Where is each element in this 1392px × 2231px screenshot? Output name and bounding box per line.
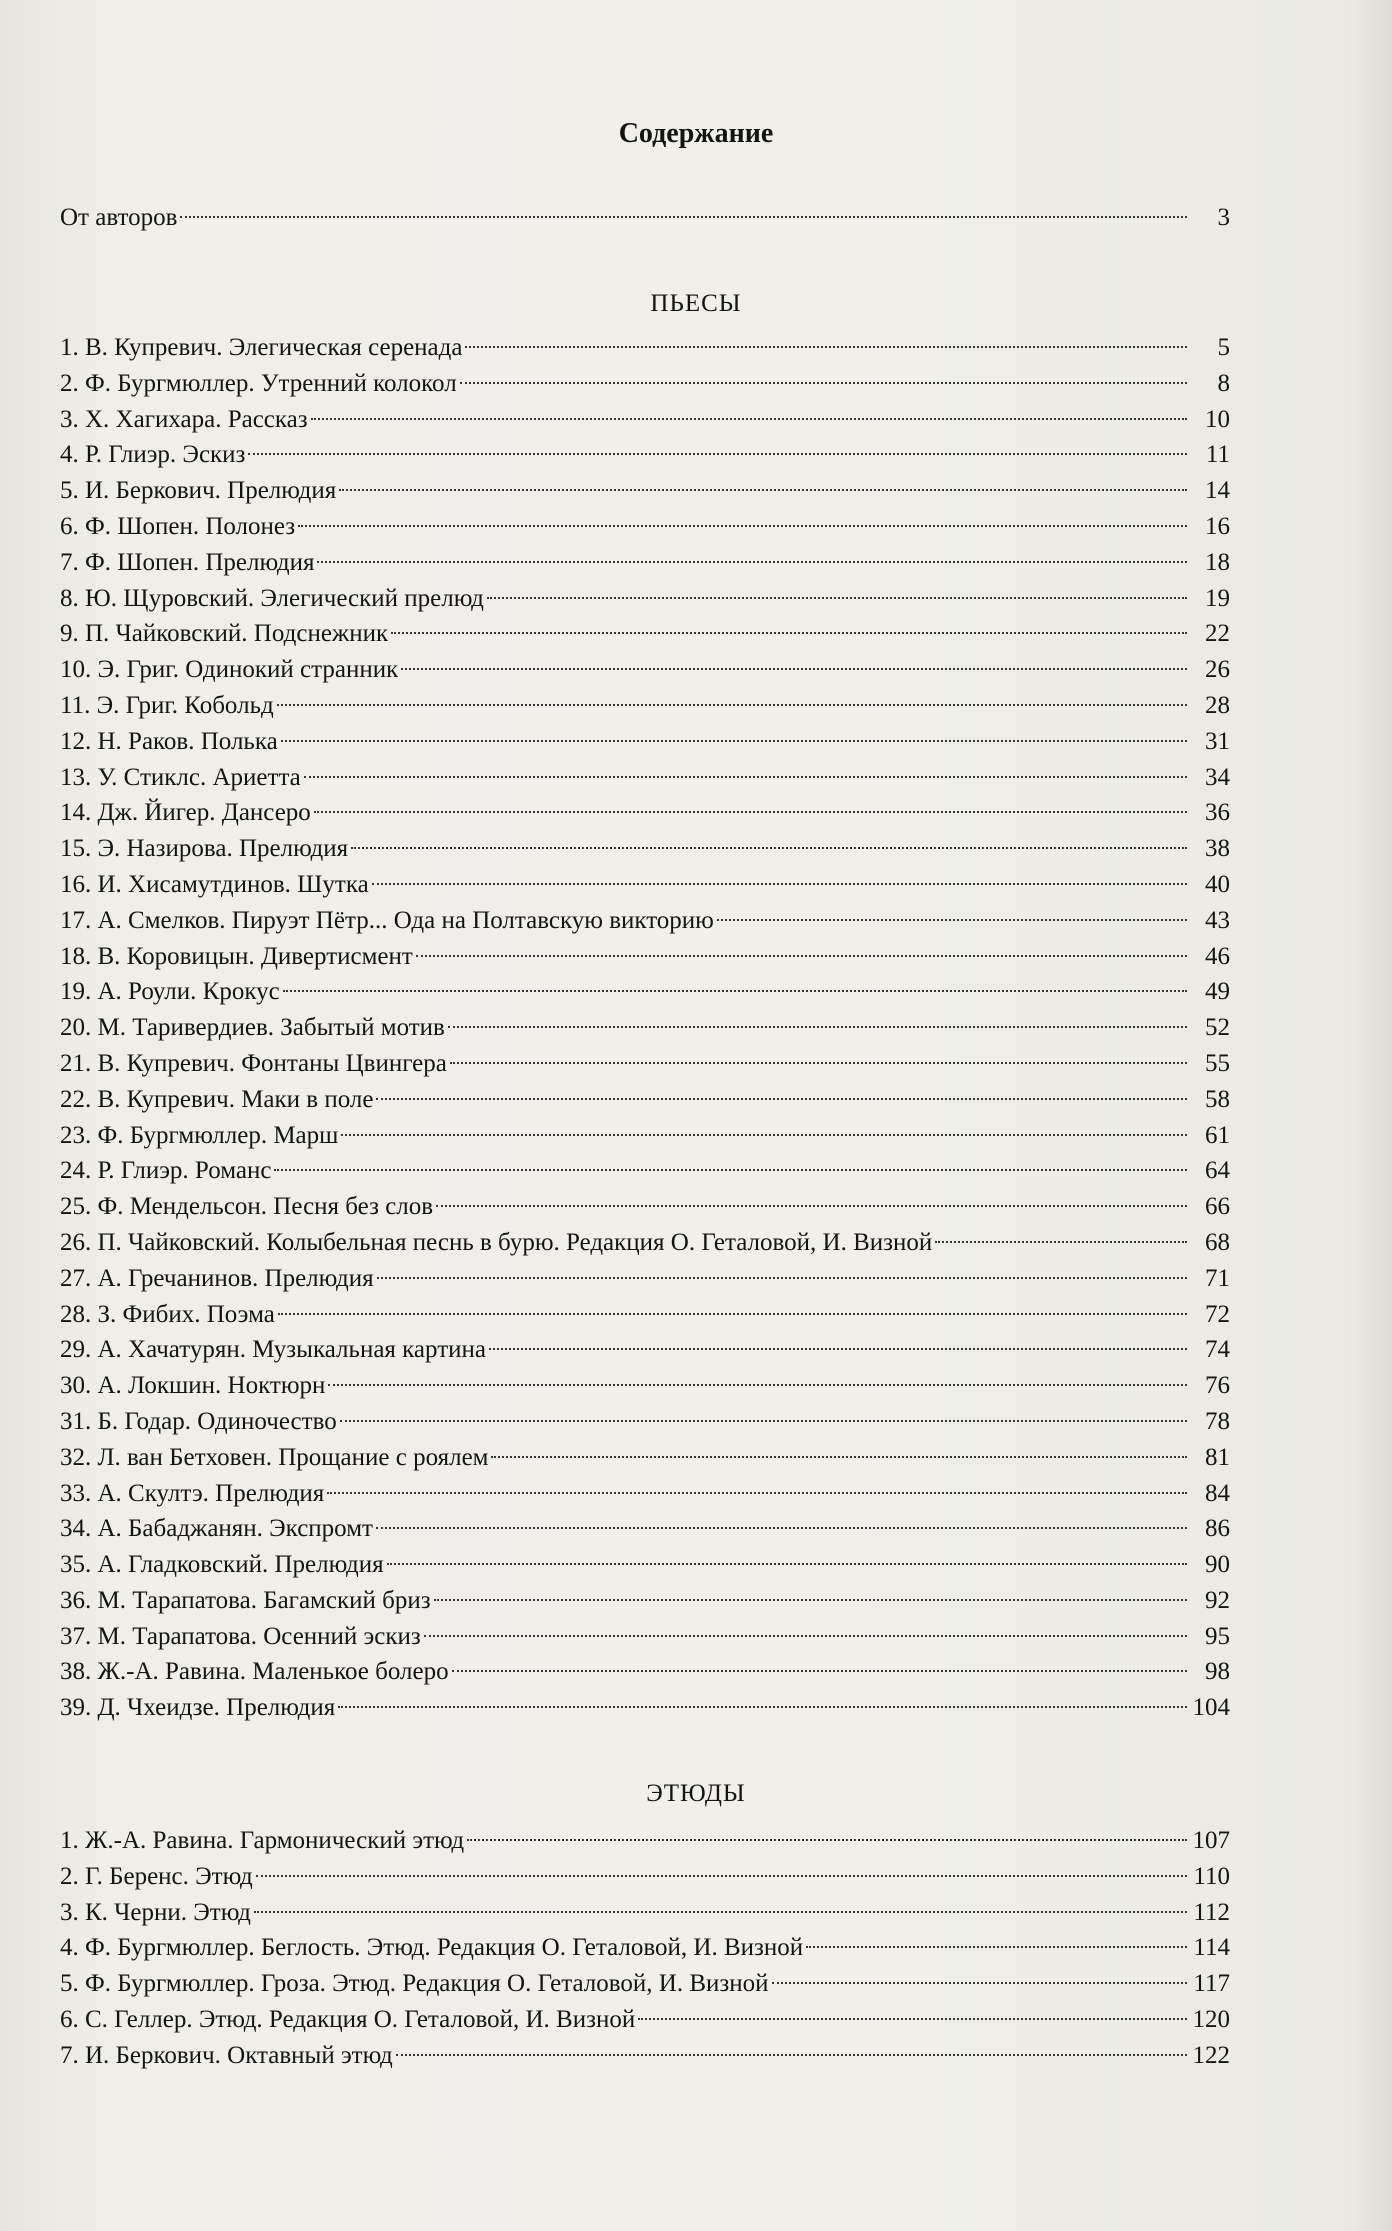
toc-entry-page: 61 <box>1205 1121 1230 1149</box>
toc-entry-title: 32. Л. ван Бетховен. Прощание с роялем <box>60 1443 489 1471</box>
dot-leader <box>772 1982 1187 1984</box>
toc-entry-page: 74 <box>1205 1336 1230 1364</box>
dot-leader <box>638 2018 1187 2020</box>
toc-entry-title: 33. А. Скултэ. Прелюдия <box>60 1479 325 1507</box>
toc-entry-page: 76 <box>1205 1372 1230 1400</box>
toc-entry-title: 21. В. Купревич. Фонтаны Цвингера <box>60 1049 447 1077</box>
toc-entry-page: 28 <box>1205 691 1230 719</box>
toc-list-pieces <box>60 330 1230 1726</box>
toc-entry-page: 52 <box>1205 1014 1230 1042</box>
dot-leader <box>298 525 1187 527</box>
toc-entry-page: 114 <box>1193 1934 1230 1962</box>
page-title: Содержание <box>618 118 774 149</box>
toc-entry-page: 55 <box>1205 1049 1230 1077</box>
toc-row <box>60 1189 1230 1225</box>
toc-entry-title: 22. В. Купревич. Маки в поле <box>60 1085 374 1113</box>
toc-entry-title: 31. Б. Годар. Одиночество <box>60 1407 337 1435</box>
toc-entry-title: 12. Н. Раков. Полька <box>60 727 278 755</box>
dot-leader <box>935 1241 1187 1243</box>
toc-row <box>60 1476 1230 1512</box>
toc-row <box>60 1440 1230 1476</box>
toc-row <box>60 760 1230 796</box>
dot-leader <box>314 811 1187 813</box>
toc-entry-page: 14 <box>1205 477 1230 505</box>
toc-entry-page: 64 <box>1205 1157 1230 1185</box>
toc-row <box>60 1046 1230 1082</box>
toc-entry-page: 49 <box>1205 978 1230 1006</box>
toc-entry-title: 27. А. Гречанинов. Прелюдия <box>60 1264 374 1292</box>
dot-leader <box>341 1134 1187 1136</box>
toc-row <box>60 1261 1230 1297</box>
toc-entry-page: 58 <box>1205 1085 1230 1113</box>
toc-row <box>60 1118 1230 1154</box>
toc-entry-page: 98 <box>1205 1658 1230 1686</box>
toc-entry-title: 16. И. Хисамутдинов. Шутка <box>60 870 369 898</box>
dot-leader <box>387 1563 1187 1565</box>
toc-row <box>60 724 1230 760</box>
dot-leader <box>452 1670 1187 1672</box>
dot-leader <box>465 346 1187 348</box>
toc-row <box>60 616 1230 652</box>
toc-row <box>60 1583 1230 1619</box>
toc-entry-title: 35. А. Гладковский. Прелюдия <box>60 1551 384 1579</box>
dot-leader <box>248 453 1187 455</box>
dot-leader <box>487 597 1187 599</box>
toc-row <box>60 974 1230 1010</box>
toc-entry-page: 10 <box>1205 405 1230 433</box>
toc-entry-page: 16 <box>1205 512 1230 540</box>
toc-entry-page: 46 <box>1205 942 1230 970</box>
toc-row <box>60 1010 1230 1046</box>
toc-entry-page: 31 <box>1205 727 1230 755</box>
toc-entry-title: 4. Ф. Бургмюллер. Беглость. Этюд. Редакция О. Геталовой, И. Визной <box>60 1934 804 1962</box>
toc-row <box>60 473 1230 509</box>
toc-row <box>60 1297 1230 1333</box>
toc-row <box>60 652 1230 688</box>
toc-row <box>60 1404 1230 1440</box>
toc-entry-page: 3 <box>1217 204 1230 231</box>
toc-entry-title: 34. А. Бабаджанян. Экспромт <box>60 1515 373 1543</box>
page-gutter-shadow <box>1352 0 1392 2231</box>
dot-leader <box>377 1277 1187 1279</box>
toc-entry-title: 28. З. Фибих. Поэма <box>60 1300 275 1328</box>
dot-leader <box>277 704 1187 706</box>
dot-leader <box>281 740 1187 742</box>
toc-entry-title: 24. Р. Глиэр. Романс <box>60 1157 272 1185</box>
toc-row <box>60 545 1230 581</box>
toc-row <box>60 1153 1230 1189</box>
toc-entry-page: 86 <box>1205 1515 1230 1543</box>
toc-entry-title: От авторов <box>60 204 178 231</box>
dot-leader <box>424 1635 1187 1637</box>
preface-entry <box>60 200 1230 236</box>
toc-entry-title: 5. Ф. Бургмюллер. Гроза. Этюд. Редакция О. Геталовой, И. Визной <box>60 1970 769 1998</box>
toc-entry-page: 40 <box>1205 870 1230 898</box>
toc-entry-title: 5. И. Беркович. Прелюдия <box>60 477 337 505</box>
dot-leader <box>274 1169 1187 1171</box>
dot-leader <box>806 1946 1187 1948</box>
dot-leader <box>338 1706 1187 1708</box>
toc-entry-title: 20. М. Таривердиев. Забытый мотив <box>60 1014 445 1042</box>
dot-leader <box>434 1599 1187 1601</box>
toc-entry-title: 13. У. Стиклс. Ариетта <box>60 763 301 791</box>
toc-row <box>60 366 1230 402</box>
toc-entry-page: 95 <box>1205 1622 1230 1650</box>
toc-entry-title: 30. А. Локшин. Ноктюрн <box>60 1372 326 1400</box>
toc-entry-page: 5 <box>1217 334 1230 361</box>
section-heading-pieces: ПЬЕСЫ <box>650 290 742 317</box>
toc-row <box>60 1082 1230 1118</box>
toc-entry-page: 66 <box>1205 1193 1230 1221</box>
toc-row <box>60 903 1230 939</box>
toc-entry-title: 29. А. Хачатурян. Музыкальная картина <box>60 1336 486 1364</box>
toc-entry-title: 10. Э. Григ. Одинокий странник <box>60 656 399 684</box>
toc-entry-title: 7. И. Беркович. Октавный этюд <box>60 2041 393 2069</box>
toc-entry-page: 72 <box>1205 1300 1230 1328</box>
toc-row <box>60 1966 1230 2002</box>
toc-entry-page: 18 <box>1205 548 1230 576</box>
toc-entry-title: 14. Дж. Йигер. Дансеро <box>60 799 311 827</box>
toc-entry-title: 2. Ф. Бургмюллер. Утренний колокол <box>60 369 457 397</box>
toc-entry-title: 3. К. Черни. Этюд <box>60 1898 251 1926</box>
toc-entry-page: 120 <box>1192 2005 1230 2033</box>
toc-entry-page: 107 <box>1192 1827 1230 1854</box>
toc-entry-page: 68 <box>1205 1228 1230 1256</box>
toc-row <box>60 330 1230 366</box>
toc-row <box>60 1511 1230 1547</box>
toc-entry-title: 6. С. Геллер. Этюд. Редакция О. Геталовой, И. Визной <box>60 2005 636 2033</box>
dot-leader <box>376 1527 1187 1529</box>
dot-leader <box>491 1456 1187 1458</box>
dot-leader <box>317 561 1187 563</box>
toc-entry-page: 19 <box>1205 584 1230 612</box>
toc-row <box>60 1547 1230 1583</box>
toc-entry-page: 104 <box>1192 1694 1230 1722</box>
toc-row <box>60 1332 1230 1368</box>
dot-leader <box>376 1098 1187 1100</box>
dot-leader <box>328 1384 1187 1386</box>
toc-row <box>60 402 1230 438</box>
toc-row <box>60 1654 1230 1690</box>
toc-row <box>60 200 1230 236</box>
dot-leader <box>489 1348 1187 1350</box>
toc-entry-page: 11 <box>1205 441 1230 469</box>
dot-leader <box>256 1875 1187 1877</box>
dot-leader <box>372 883 1187 885</box>
toc-entry-page: 84 <box>1205 1479 1230 1507</box>
dot-leader <box>180 216 1187 218</box>
dot-leader <box>391 632 1187 634</box>
toc-entry-title: 15. Э. Назирова. Прелюдия <box>60 835 349 863</box>
toc-entry-title: 3. Х. Хагихара. Рассказ <box>60 405 308 433</box>
toc-entry-title: 2. Г. Беренс. Этюд <box>60 1862 253 1890</box>
toc-entry-page: 43 <box>1205 906 1230 934</box>
toc-entry-title: 39. Д. Чхеидзе. Прелюдия <box>60 1694 336 1722</box>
toc-row <box>60 2002 1230 2038</box>
section-heading-etudes: ЭТЮДЫ <box>646 1780 746 1807</box>
dot-leader <box>467 1839 1187 1841</box>
toc-entry-page: 90 <box>1205 1551 1230 1579</box>
toc-entry-page: 117 <box>1193 1970 1230 1998</box>
dot-leader <box>448 1026 1187 1028</box>
toc-entry-title: 7. Ф. Шопен. Прелюдия <box>60 548 315 576</box>
toc-entry-title: 23. Ф. Бургмюллер. Марш <box>60 1121 339 1149</box>
toc-entry-title: 17. А. Смелков. Пируэт Пётр... Ода на Полтавскую викторию <box>60 906 714 934</box>
toc-entry-page: 22 <box>1205 620 1230 648</box>
toc-row <box>60 831 1230 867</box>
toc-entry-title: 1. Ж.-А. Равина. Гармонический этюд <box>60 1827 465 1854</box>
dot-leader <box>351 847 1187 849</box>
toc-row <box>60 795 1230 831</box>
toc-list-etudes <box>60 1823 1230 2074</box>
dot-leader <box>340 1420 1187 1422</box>
toc-row <box>60 581 1230 617</box>
toc-entry-page: 36 <box>1205 799 1230 827</box>
dot-leader <box>311 418 1187 420</box>
toc-entry-page: 92 <box>1205 1586 1230 1614</box>
toc-row <box>60 1895 1230 1931</box>
toc-entry-page: 110 <box>1193 1862 1230 1890</box>
toc-row <box>60 688 1230 724</box>
dot-leader <box>339 489 1187 491</box>
dot-leader <box>450 1062 1187 1064</box>
toc-entry-page: 122 <box>1192 2041 1230 2069</box>
toc-row <box>60 1690 1230 1726</box>
toc-entry-title: 36. М. Тарапатова. Багамский бриз <box>60 1586 431 1614</box>
toc-entry-page: 8 <box>1217 369 1230 397</box>
dot-leader <box>717 919 1187 921</box>
toc-entry-title: 9. П. Чайковский. Подснежник <box>60 620 389 648</box>
toc-row <box>60 1619 1230 1655</box>
toc-entry-page: 78 <box>1205 1407 1230 1435</box>
dot-leader <box>396 2054 1187 2056</box>
toc-entry-title: 38. Ж.-А. Равина. Маленькое болеро <box>60 1658 449 1686</box>
toc-entry-title: 18. В. Коровицын. Дивертисмент <box>60 942 413 970</box>
toc-row <box>60 1225 1230 1261</box>
toc-entry-title: 8. Ю. Щуровский. Элегический прелюд <box>60 584 484 612</box>
toc-entry-page: 38 <box>1205 835 1230 863</box>
dot-leader <box>416 955 1187 957</box>
toc-entry-title: 26. П. Чайковский. Колыбельная песнь в бурю. Редакция О. Геталовой, И. Визной <box>60 1228 933 1256</box>
toc-row <box>60 867 1230 903</box>
toc-row <box>60 1859 1230 1895</box>
dot-leader <box>283 990 1187 992</box>
toc-entry-title: 1. В. Купревич. Элегическая серенада <box>60 334 463 361</box>
dot-leader <box>327 1492 1187 1494</box>
toc-entry-title: 6. Ф. Шопен. Полонез <box>60 512 296 540</box>
toc-row <box>60 1823 1230 1859</box>
toc-entry-page: 112 <box>1193 1898 1230 1926</box>
toc-entry-page: 81 <box>1205 1443 1230 1471</box>
toc-entry-page: 26 <box>1205 656 1230 684</box>
toc-entry-page: 34 <box>1205 763 1230 791</box>
toc-entry-title: 37. М. Тарапатова. Осенний эскиз <box>60 1622 421 1650</box>
dot-leader <box>278 1313 1187 1315</box>
dot-leader <box>401 668 1187 670</box>
toc-row <box>60 1930 1230 1966</box>
toc-entry-page: 71 <box>1205 1264 1230 1292</box>
toc-row <box>60 1368 1230 1404</box>
toc-entry-title: 4. Р. Глиэр. Эскиз <box>60 441 246 469</box>
toc-row <box>60 509 1230 545</box>
dot-leader <box>436 1205 1187 1207</box>
toc-entry-title: 25. Ф. Мендельсон. Песня без слов <box>60 1193 434 1221</box>
toc-row <box>60 939 1230 975</box>
toc-entry-title: 11. Э. Григ. Кобольд <box>60 691 274 719</box>
dot-leader <box>254 1911 1187 1913</box>
toc-entry-title: 19. А. Роули. Крокус <box>60 978 280 1006</box>
toc-row <box>60 437 1230 473</box>
dot-leader <box>304 776 1187 778</box>
dot-leader <box>460 382 1187 384</box>
toc-row <box>60 2038 1230 2074</box>
